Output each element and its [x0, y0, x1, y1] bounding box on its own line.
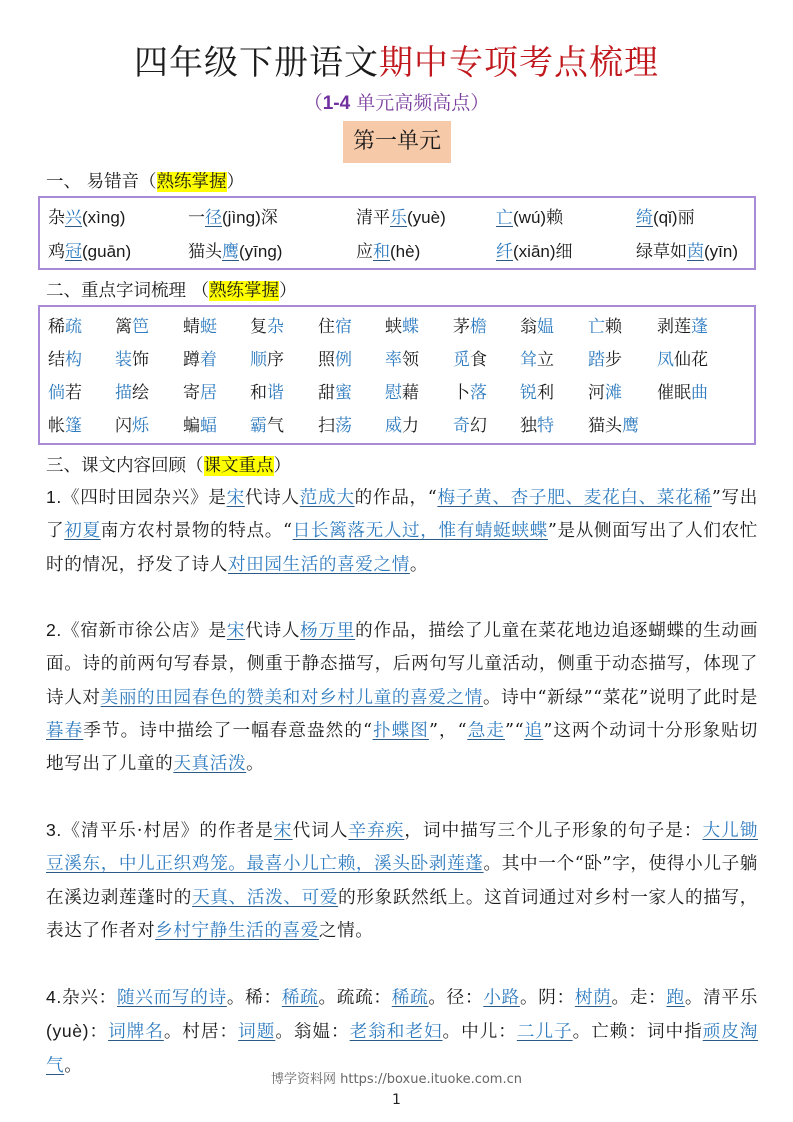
vocab-item — [250, 410, 318, 443]
body-text: 。村居： — [163, 1022, 239, 1043]
vocab-part-2: 蜓 — [200, 317, 217, 337]
vocab-part-1: 稀 — [48, 317, 65, 337]
vocab-part-2: 篷 — [65, 416, 82, 436]
body-text: 。翁媪： — [275, 1022, 350, 1043]
vocab-item — [520, 410, 588, 443]
vocab-part-1: 翁 — [520, 317, 537, 337]
vocab-part-1: 蛱 — [385, 317, 402, 337]
page-title — [0, 40, 793, 86]
vocab-part-1: 和 — [250, 383, 267, 403]
answer-text: 树荫 — [574, 988, 612, 1008]
vocab-part-1: 蝙 — [183, 416, 200, 436]
vocab-part-1: 蜻 — [183, 317, 200, 337]
subtitle-close: ） — [470, 92, 490, 114]
vocab-part-2: 居 — [200, 383, 217, 403]
pinyin-item — [48, 235, 188, 269]
vocab-part-2: 特 — [537, 416, 554, 436]
key-char: 和 — [373, 242, 390, 262]
answer-text: 辛弃疾 — [348, 821, 405, 841]
vocab-part-2: 荡 — [335, 416, 352, 436]
body-text: 。走： — [611, 988, 667, 1008]
section2-heading — [46, 277, 297, 305]
paragraph-3 — [46, 814, 758, 948]
answer-text: 跑 — [666, 988, 685, 1008]
answer-text: 天真活泼 — [173, 754, 247, 775]
body-text: 《四时田园杂兴》是 — [61, 488, 227, 508]
vocab-part-2: 着 — [200, 350, 217, 370]
body-text: 《清平乐·村居》的作者是 — [61, 821, 274, 841]
answer-text: 词题 — [238, 1022, 276, 1043]
body-text: 。 — [409, 554, 429, 575]
vocab-item — [115, 410, 183, 443]
vocab-part-2: 例 — [335, 350, 352, 370]
vocab-part-2: 幻 — [470, 416, 487, 436]
answer-text: 小路 — [483, 988, 520, 1008]
pinyin: (yuè) — [407, 208, 446, 227]
pinyin: (jìng) — [222, 208, 261, 227]
vocab-part-2: 宿 — [335, 317, 352, 337]
body-text: ”写出了 — [46, 488, 758, 542]
vocab-part-2: 步 — [605, 350, 622, 370]
answer-text: 顽皮淘气 — [46, 1022, 759, 1076]
subtitle-rest: 单元高频高点 — [350, 92, 471, 114]
heading-text: 三、课文内容回顾（ — [46, 456, 204, 476]
vocab-part-2: 蝶 — [402, 317, 419, 337]
key-char: 茵 — [687, 242, 704, 262]
answer-text: 追 — [524, 720, 544, 741]
vocab-part-2: 力 — [402, 416, 419, 436]
vocab-part-1: 觅 — [453, 350, 470, 370]
vocab-part-1: 锐 — [520, 383, 537, 403]
vocab-part-1: 扫 — [318, 416, 335, 436]
vocab-item — [183, 344, 250, 377]
post-text: 深 — [260, 208, 278, 228]
item-number: (yuè) — [46, 1021, 90, 1042]
vocab-part-1: 复 — [250, 317, 267, 337]
vocab-part-2: 利 — [537, 383, 554, 403]
pinyin-box — [38, 196, 756, 270]
body-text: 《宿新市徐公店》是 — [61, 621, 227, 641]
body-text: 的形象跃然纸上。这首词通过对乡村一家人的描写，表达了作者对 — [46, 887, 758, 941]
body-text: 。诗中“新绿”“菜花”说明了此时是 — [482, 687, 758, 708]
pre-text: 一 — [188, 208, 205, 228]
answer-text: 宋 — [226, 488, 245, 508]
title-red: 期中专项考点梳理 — [379, 43, 659, 83]
unit-label: 第一单元 — [343, 121, 451, 163]
vocab-part-1: 茅 — [453, 317, 470, 337]
heading-close: ） — [279, 281, 297, 301]
vocab-part-1: 剥莲 — [657, 317, 691, 337]
paragraph-2 — [46, 614, 758, 781]
body-text: 。径： — [428, 988, 484, 1008]
vocab-part-2: 领 — [402, 350, 419, 370]
highlight-tag: 课文重点 — [203, 456, 274, 476]
vocab-box — [38, 305, 756, 445]
subtitle-range: 1-4 — [322, 93, 351, 114]
body-text: ”这两个动词十分形象贴切地写出了儿童的 — [46, 720, 758, 775]
vocab-item — [657, 311, 737, 344]
answer-text: 杨万里 — [300, 621, 356, 641]
vocab-item — [48, 410, 115, 443]
pinyin-item — [188, 201, 356, 235]
post-text: 丽 — [677, 208, 695, 228]
vocab-part-1: 描 — [115, 383, 132, 403]
vocab-part-2: 落 — [470, 383, 487, 403]
vocab-part-2: 构 — [65, 350, 82, 370]
vocab-item — [588, 311, 657, 344]
pinyin-item — [48, 201, 188, 235]
vocab-part-1: 帐 — [48, 416, 65, 436]
vocab-part-1: 催眠 — [657, 383, 691, 403]
key-char: 兴 — [65, 208, 82, 228]
answer-text: 初夏 — [64, 521, 101, 542]
answer-text: 急走 — [467, 720, 505, 741]
vocab-part-2: 仙花 — [674, 350, 708, 370]
vocab-item — [385, 377, 453, 410]
body-text: 的作品，描绘了儿童在菜花地边追逐蝴蝶的生动画面。诗的前两句写春景，侧重于静态描写，后两句写儿童活动，侧重于动态描写，体现了诗人对 — [46, 621, 759, 708]
item-number: 2. — [46, 620, 62, 640]
vocab-part-1: 独 — [520, 416, 537, 436]
vocab-part-1: 闪 — [115, 416, 132, 436]
answer-text: 对田园生活的喜爱之情 — [227, 554, 410, 575]
key-char: 纤 — [496, 242, 513, 262]
vocab-part-1: 住 — [318, 317, 335, 337]
body-text: ，词中描写三个儿子形象的句子是： — [404, 821, 703, 841]
key-char: 乐 — [390, 208, 407, 228]
vocab-part-1: 奇 — [453, 416, 470, 436]
pre-text: 清平 — [356, 208, 390, 228]
body-text: 季节。诗中描绘了一幅春意盎然的“ — [83, 720, 373, 741]
body-text: 。中儿： — [442, 1022, 517, 1043]
title-black: 四年级下册语文 — [134, 43, 379, 83]
pinyin-item — [636, 235, 766, 269]
vocab-item — [520, 377, 588, 410]
vocab-grid — [48, 311, 754, 443]
pinyin: (qǐ) — [653, 208, 678, 227]
vocab-item — [588, 377, 657, 410]
vocab-part-2: 若 — [65, 383, 82, 403]
vocab-item — [453, 311, 520, 344]
vocab-part-1: 装 — [115, 350, 132, 370]
vocab-part-2: 檐 — [470, 317, 487, 337]
item-number: 4. — [46, 987, 62, 1007]
watermark: 博学资料网 https://boxue.ituoke.com.cn — [271, 1072, 522, 1087]
vocab-part-2: 蜜 — [335, 383, 352, 403]
vocab-item — [588, 344, 657, 377]
pre-text: 绿草如 — [636, 242, 687, 262]
vocab-item — [453, 344, 520, 377]
answer-text: 范成大 — [299, 488, 355, 508]
item-number: 3. — [46, 820, 62, 840]
pinyin-grid — [48, 201, 754, 269]
vocab-part-2: 杂 — [267, 317, 284, 337]
vocab-part-1: 河 — [588, 383, 605, 403]
pinyin-item — [636, 201, 766, 235]
vocab-part-1: 倘 — [48, 383, 65, 403]
pre-text: 鸡 — [48, 242, 65, 262]
body-text: 代诗人 — [244, 488, 300, 508]
post-text: 细 — [555, 242, 573, 262]
body-text: ”，“ — [428, 720, 468, 741]
vocab-item — [318, 410, 385, 443]
highlight-tag: 熟练掌握 — [156, 172, 227, 192]
vocab-part-2: 媪 — [537, 317, 554, 337]
item-number: 1. — [46, 487, 62, 507]
body-text: 。稀： — [226, 988, 282, 1008]
vocab-part-2: 笆 — [132, 317, 149, 337]
vocab-part-1: 篱 — [115, 317, 132, 337]
answer-text: 随兴而写的诗 — [116, 988, 227, 1008]
answer-text: 日长篱落无人过，惟有蜻蜓蛱蝶 — [292, 521, 548, 542]
vocab-item — [318, 344, 385, 377]
vocab-part-1: 凤 — [657, 350, 674, 370]
vocab-part-1: 照 — [318, 350, 335, 370]
body-text: 。疏疏： — [318, 988, 392, 1008]
vocab-item — [657, 377, 737, 410]
body-text: ”“ — [505, 720, 525, 741]
answer-text: 暮春 — [46, 720, 84, 741]
pinyin-item — [188, 235, 356, 269]
vocab-item — [250, 344, 318, 377]
body-text: 南方农村景物的特点。“ — [100, 521, 293, 542]
answer-text: 宋 — [273, 821, 293, 841]
vocab-part-1: 甜 — [318, 383, 335, 403]
answer-text: 梅子黄、杏子肥、麦花白、菜花稀 — [437, 488, 712, 508]
pinyin-item — [496, 201, 636, 235]
vocab-part-1: 耸 — [520, 350, 537, 370]
answer-text: 大儿锄豆溪东，中儿正织鸡笼。最喜小儿亡赖，溪头卧剥莲蓬 — [46, 821, 758, 875]
answer-text: 天真、活泼、可爱 — [192, 887, 339, 908]
body-text: 。其中一个“卧”字，使得小儿子躺在溪边剥莲蓬时的 — [46, 854, 759, 908]
section3-heading — [46, 452, 291, 480]
subtitle — [0, 88, 793, 119]
pinyin-item — [496, 235, 636, 269]
vocab-part-2: 烁 — [132, 416, 149, 436]
key-char: 径 — [205, 208, 222, 228]
answer-text: 宋 — [226, 621, 246, 641]
vocab-item — [48, 344, 115, 377]
body-text: 。清平乐 — [684, 988, 758, 1008]
vocab-item — [48, 311, 115, 344]
body-text: 。 — [246, 754, 265, 775]
vocab-item — [115, 311, 183, 344]
vocab-item — [657, 344, 737, 377]
heading-close: ） — [226, 172, 245, 192]
section1-heading — [46, 168, 244, 196]
vocab-item — [115, 344, 183, 377]
pinyin-item — [356, 201, 496, 235]
vocab-item — [115, 377, 183, 410]
vocab-part-1: 率 — [385, 350, 402, 370]
vocab-part-2: 赖 — [605, 317, 622, 337]
post-text: 赖 — [546, 208, 564, 228]
pinyin: (guān) — [82, 242, 132, 261]
pinyin-item — [356, 235, 496, 269]
body-text: 代诗人 — [245, 621, 301, 641]
key-char: 亡 — [496, 208, 513, 228]
vocab-part-2: 食 — [470, 350, 487, 370]
vocab-part-2: 鹰 — [622, 416, 639, 436]
vocab-item — [318, 377, 385, 410]
vocab-part-2: 谐 — [267, 383, 284, 403]
answer-text: 美丽的田园春色的赞美和对乡村儿童的喜爱之情 — [100, 687, 483, 708]
vocab-item — [183, 311, 250, 344]
pinyin: (yīng) — [239, 242, 283, 261]
vocab-item — [385, 410, 453, 443]
pinyin: (hè) — [390, 242, 421, 261]
vocab-part-1: 踏 — [588, 350, 605, 370]
answer-text: 二儿子 — [516, 1022, 573, 1043]
heading-text: 二、重点字词梳理 （ — [46, 281, 210, 301]
answer-text: 稀疏 — [281, 988, 319, 1008]
vocab-item — [250, 377, 318, 410]
vocab-part-1: 霸 — [250, 416, 267, 436]
vocab-item — [183, 410, 250, 443]
pinyin: (yīn) — [704, 242, 738, 261]
subtitle-open: （ — [303, 92, 323, 114]
pinyin: (wú) — [513, 208, 547, 227]
vocab-item — [385, 311, 453, 344]
body-text: 。亡赖：词中指 — [572, 1022, 703, 1043]
vocab-part-2: 滩 — [605, 383, 622, 403]
key-char: 冠 — [65, 242, 82, 262]
vocab-part-1: 威 — [385, 416, 402, 436]
page-number: 1 — [392, 1092, 401, 1108]
vocab-item — [318, 311, 385, 344]
pre-text: 应 — [356, 242, 373, 262]
vocab-part-2: 序 — [267, 350, 284, 370]
answer-text: 乡村宁静生活的喜爱 — [155, 920, 319, 941]
vocab-part-2: 立 — [537, 350, 554, 370]
paragraph-1 — [46, 481, 758, 582]
vocab-item — [520, 344, 588, 377]
vocab-part-2: 蓬 — [691, 317, 708, 337]
vocab-part-2: 曲 — [691, 383, 708, 403]
vocab-item — [588, 410, 657, 443]
pre-text: 猫头 — [188, 242, 222, 262]
vocab-part-1: 寄 — [183, 383, 200, 403]
vocab-part-1: 亡 — [588, 317, 605, 337]
vocab-item — [453, 410, 520, 443]
vocab-part-1: 猫头 — [588, 416, 622, 436]
highlight-tag: 熟练掌握 — [209, 281, 280, 301]
vocab-part-2: 气 — [267, 416, 284, 436]
vocab-item — [520, 311, 588, 344]
answer-text: 老翁和老妇 — [349, 1022, 443, 1043]
pre-text: 杂 — [48, 208, 65, 228]
heading-close: ） — [273, 456, 291, 476]
vocab-part-1: 慰 — [385, 383, 402, 403]
vocab-part-1: 顺 — [250, 350, 267, 370]
vocab-part-2: 绘 — [132, 383, 149, 403]
vocab-part-2: 饰 — [132, 350, 149, 370]
vocab-item — [250, 311, 318, 344]
vocab-part-2: 蝠 — [200, 416, 217, 436]
vocab-part-1: 卜 — [453, 383, 470, 403]
key-char: 鹰 — [222, 242, 239, 262]
body-text: 代词人 — [292, 821, 349, 841]
vocab-part-2: 藉 — [402, 383, 419, 403]
vocab-item — [385, 344, 453, 377]
vocab-part-1: 结 — [48, 350, 65, 370]
vocab-part-1: 蹲 — [183, 350, 200, 370]
body-text: 的作品，“ — [354, 488, 438, 508]
pinyin: (xìng) — [82, 208, 126, 227]
body-text: ： — [89, 1022, 109, 1043]
body-text: ”是从侧面写出了人们农忙时的情况，抒发了诗人 — [46, 521, 758, 575]
answer-text: 稀疏 — [391, 988, 429, 1008]
vocab-item — [48, 377, 115, 410]
key-char: 绮 — [636, 208, 653, 228]
vocab-item — [183, 377, 250, 410]
answer-text: 词牌名 — [108, 1022, 164, 1043]
answer-text: 扑蝶图 — [372, 720, 429, 741]
heading-text: 一、 易错音（ — [46, 172, 157, 192]
body-text: 。阴： — [519, 988, 575, 1008]
body-text: 之情。 — [318, 920, 374, 941]
pinyin: (xiān) — [513, 242, 556, 261]
vocab-part-2: 疏 — [65, 317, 82, 337]
vocab-item — [453, 377, 520, 410]
body-text: 。 — [64, 1055, 83, 1076]
body-text: 杂兴： — [61, 988, 117, 1008]
